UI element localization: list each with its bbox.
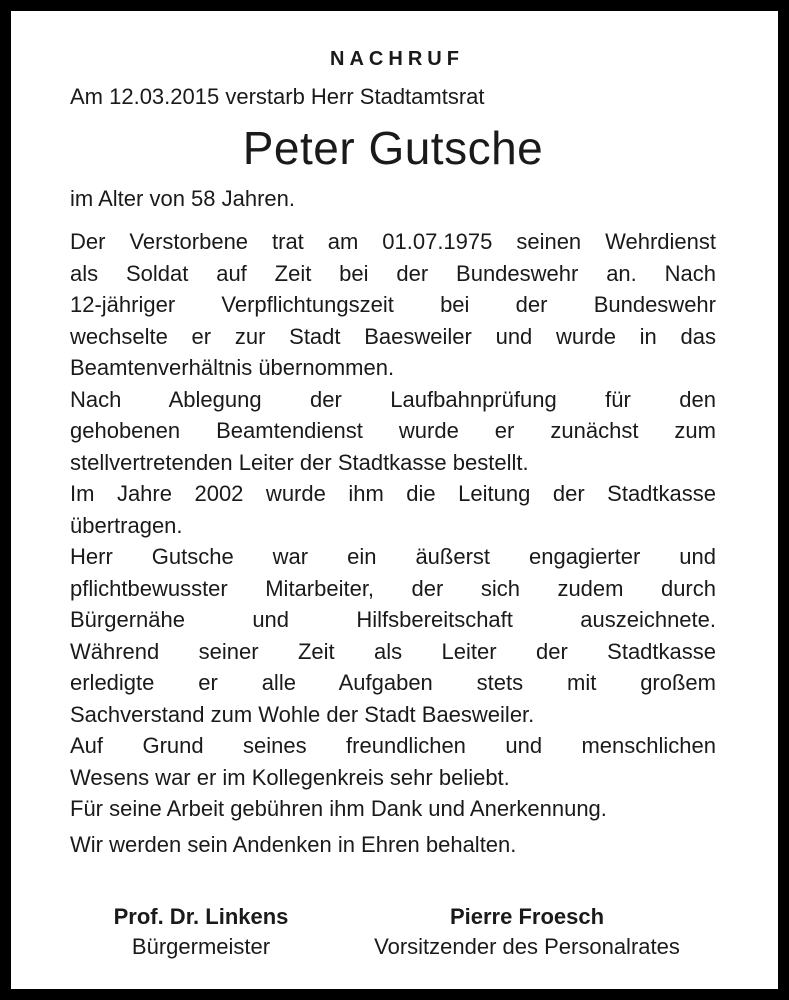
body-line: Für seine Arbeit gebühren ihm Dank und Anerkennung. bbox=[70, 796, 607, 821]
closing-text: Wir werden sein Andenken in Ehren behalten. bbox=[70, 831, 517, 857]
body-line: Auf Grund seines freundlichen und menschlichen bbox=[70, 733, 716, 758]
body-line: Beamtenverhältnis übernommen. bbox=[70, 355, 395, 380]
signatory-role: Bürgermeister bbox=[131, 934, 271, 959]
body-line: wechselte er zur Stadt Baesweiler und wurde in das bbox=[70, 323, 716, 349]
body-line: Bürgernähe und Hilfsbereitschaft auszeichnete. bbox=[70, 607, 716, 632]
signatory-mayor bbox=[70, 902, 332, 962]
signatory-staff-council bbox=[332, 902, 722, 962]
obituary-body bbox=[70, 226, 716, 825]
body-line: gehobenen Beamtendienst wurde er zunächst zum bbox=[70, 418, 716, 443]
body-line: Nach Ablegung der Laufbahnprüfung für den bbox=[70, 386, 716, 412]
signatory-name: Prof. Dr. Linkens bbox=[113, 904, 289, 929]
body-line: Während seiner Zeit als Leiter der Stadtkasse bbox=[70, 638, 716, 664]
age-text: im Alter von 58 Jahren. bbox=[70, 186, 296, 211]
body-line: stellvertretenden Leiter der Stadtkasse bestellt. bbox=[70, 449, 529, 475]
signatory-name: Pierre Froesch bbox=[449, 904, 605, 929]
body-line: pflichtbewusster Mitarbeiter, der sich zudem durch bbox=[70, 575, 716, 601]
signatory-role: Vorsitzender des Personalrates bbox=[374, 934, 680, 959]
body-line: Sachverstand zum Wohle der Stadt Baesweiler. bbox=[70, 701, 535, 727]
deceased-name: Peter Gutsche bbox=[242, 122, 544, 174]
body-line: 12-jähriger Verpflichtungszeit bei der Bundeswehr bbox=[70, 292, 716, 317]
body-line: übertragen. bbox=[70, 512, 183, 538]
body-line: erledigte er alle Aufgaben stets mit großem bbox=[70, 670, 716, 695]
intro-text: Am 12.03.2015 verstarb Herr Stadtamtsrat bbox=[70, 84, 485, 109]
signature-block bbox=[70, 902, 720, 972]
obituary-heading: NACHRUF bbox=[330, 48, 464, 70]
body-line: als Soldat auf Zeit bei der Bundeswehr an. Nach bbox=[70, 260, 716, 286]
body-line: Herr Gutsche war ein äußerst engagierter und bbox=[70, 544, 716, 569]
body-line: Im Jahre 2002 wurde ihm die Leitung der Stadtkasse bbox=[70, 481, 716, 506]
body-line: Der Verstorbene trat am 01.07.1975 seinen Wehrdienst bbox=[70, 229, 716, 254]
body-line: Wesens war er im Kollegenkreis sehr beliebt. bbox=[70, 764, 510, 790]
obituary-content bbox=[70, 44, 716, 860]
